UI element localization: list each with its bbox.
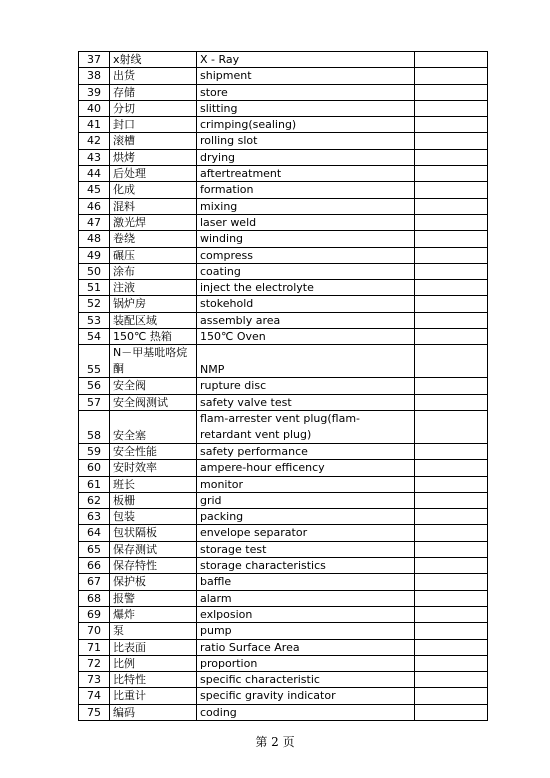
chinese-term: 激光焊 — [110, 214, 197, 230]
chinese-term: 150℃ 热箱 — [110, 329, 197, 345]
row-number: 52 — [79, 296, 110, 312]
chinese-term: N－甲基吡咯烷酮 — [110, 345, 197, 378]
blank-cell — [415, 476, 488, 492]
row-number: 37 — [79, 52, 110, 68]
english-term: rupture disc — [197, 378, 415, 394]
row-number: 51 — [79, 280, 110, 296]
blank-cell — [415, 296, 488, 312]
row-number: 55 — [79, 345, 110, 378]
row-number: 41 — [79, 117, 110, 133]
table-row — [79, 558, 488, 574]
table-row — [79, 133, 488, 149]
row-number: 38 — [79, 68, 110, 84]
chinese-term: 安全塞 — [110, 410, 197, 443]
page-number: 第 2 页 — [255, 735, 295, 749]
blank-cell — [415, 312, 488, 328]
row-number: 60 — [79, 460, 110, 476]
chinese-term: 班长 — [110, 476, 197, 492]
table-row — [79, 198, 488, 214]
blank-cell — [415, 639, 488, 655]
blank-cell — [415, 117, 488, 133]
chinese-term: 滚槽 — [110, 133, 197, 149]
chinese-term: 存储 — [110, 84, 197, 100]
blank-cell — [415, 410, 488, 443]
chinese-term: 卷绕 — [110, 231, 197, 247]
chinese-term: 封口 — [110, 117, 197, 133]
table-row — [79, 166, 488, 182]
english-term: safety performance — [197, 443, 415, 459]
row-number: 54 — [79, 329, 110, 345]
english-term: winding — [197, 231, 415, 247]
english-term: envelope separator — [197, 525, 415, 541]
table-row — [79, 541, 488, 557]
chinese-term: 爆炸 — [110, 606, 197, 622]
english-term: coding — [197, 704, 415, 720]
english-term: monitor — [197, 476, 415, 492]
blank-cell — [415, 84, 488, 100]
table-row — [79, 460, 488, 476]
row-number: 49 — [79, 247, 110, 263]
english-term: coating — [197, 263, 415, 279]
row-number: 39 — [79, 84, 110, 100]
chinese-term: 比例 — [110, 655, 197, 671]
blank-cell — [415, 182, 488, 198]
row-number: 46 — [79, 198, 110, 214]
row-number: 62 — [79, 492, 110, 508]
blank-cell — [415, 394, 488, 410]
english-term: shipment — [197, 68, 415, 84]
chinese-term: 注液 — [110, 280, 197, 296]
row-number: 73 — [79, 672, 110, 688]
table-row — [79, 296, 488, 312]
chinese-term: 比重计 — [110, 688, 197, 704]
blank-cell — [415, 492, 488, 508]
table-row — [79, 100, 488, 116]
blank-cell — [415, 68, 488, 84]
english-term: NMP — [197, 345, 415, 378]
row-number: 56 — [79, 378, 110, 394]
row-number: 45 — [79, 182, 110, 198]
table-row — [79, 606, 488, 622]
english-term: aftertreatment — [197, 166, 415, 182]
chinese-term: 包装 — [110, 509, 197, 525]
chinese-term: 比特性 — [110, 672, 197, 688]
table-row — [79, 574, 488, 590]
chinese-term: 后处理 — [110, 166, 197, 182]
row-number: 71 — [79, 639, 110, 655]
english-term: ratio Surface Area — [197, 639, 415, 655]
blank-cell — [415, 443, 488, 459]
row-number: 48 — [79, 231, 110, 247]
english-term: formation — [197, 182, 415, 198]
chinese-term: 安全性能 — [110, 443, 197, 459]
row-number: 43 — [79, 149, 110, 165]
row-number: 47 — [79, 214, 110, 230]
english-term: compress — [197, 247, 415, 263]
chinese-term: 安全阀测试 — [110, 394, 197, 410]
blank-cell — [415, 378, 488, 394]
english-term: drying — [197, 149, 415, 165]
blank-cell — [415, 574, 488, 590]
table-row — [79, 263, 488, 279]
table-row — [79, 492, 488, 508]
english-term: slitting — [197, 100, 415, 116]
blank-cell — [415, 558, 488, 574]
blank-cell — [415, 541, 488, 557]
chinese-term: 保护板 — [110, 574, 197, 590]
table-row — [79, 52, 488, 68]
table-row — [79, 672, 488, 688]
english-term: assembly area — [197, 312, 415, 328]
row-number: 66 — [79, 558, 110, 574]
table-row — [79, 378, 488, 394]
row-number: 58 — [79, 410, 110, 443]
blank-cell — [415, 655, 488, 671]
row-number: 59 — [79, 443, 110, 459]
english-term: specific gravity indicator — [197, 688, 415, 704]
chinese-term: 包状隔板 — [110, 525, 197, 541]
row-number: 67 — [79, 574, 110, 590]
table-row — [79, 149, 488, 165]
table-row — [79, 704, 488, 720]
row-number: 40 — [79, 100, 110, 116]
table-row — [79, 623, 488, 639]
row-number: 44 — [79, 166, 110, 182]
english-term: proportion — [197, 655, 415, 671]
table-row — [79, 639, 488, 655]
table-row — [79, 182, 488, 198]
blank-cell — [415, 623, 488, 639]
english-term: inject the electrolyte — [197, 280, 415, 296]
chinese-term: 保存测试 — [110, 541, 197, 557]
chinese-term: 安全阀 — [110, 378, 197, 394]
english-term: storage characteristics — [197, 558, 415, 574]
blank-cell — [415, 247, 488, 263]
english-term: store — [197, 84, 415, 100]
row-number: 69 — [79, 606, 110, 622]
blank-cell — [415, 149, 488, 165]
chinese-term: 混料 — [110, 198, 197, 214]
blank-cell — [415, 672, 488, 688]
blank-cell — [415, 231, 488, 247]
english-term: packing — [197, 509, 415, 525]
chinese-term: 化成 — [110, 182, 197, 198]
row-number: 57 — [79, 394, 110, 410]
blank-cell — [415, 100, 488, 116]
english-term: safety valve test — [197, 394, 415, 410]
english-term: baffle — [197, 574, 415, 590]
glossary-body — [79, 52, 488, 721]
blank-cell — [415, 606, 488, 622]
table-row — [79, 394, 488, 410]
table-row — [79, 247, 488, 263]
blank-cell — [415, 460, 488, 476]
english-term: alarm — [197, 590, 415, 606]
english-term: stokehold — [197, 296, 415, 312]
english-term: crimping(sealing) — [197, 117, 415, 133]
english-term: rolling slot — [197, 133, 415, 149]
chinese-term: 分切 — [110, 100, 197, 116]
blank-cell — [415, 166, 488, 182]
english-term: storage test — [197, 541, 415, 557]
blank-cell — [415, 590, 488, 606]
row-number: 68 — [79, 590, 110, 606]
table-row — [79, 688, 488, 704]
chinese-term: 保存特性 — [110, 558, 197, 574]
chinese-term: x射线 — [110, 52, 197, 68]
row-number: 53 — [79, 312, 110, 328]
blank-cell — [415, 345, 488, 378]
table-row — [79, 410, 488, 443]
row-number: 64 — [79, 525, 110, 541]
table-row — [79, 525, 488, 541]
blank-cell — [415, 280, 488, 296]
english-term: flam-arrester vent plug(flam-retardant vent plug) — [197, 410, 415, 443]
blank-cell — [415, 198, 488, 214]
chinese-term: 出货 — [110, 68, 197, 84]
english-term: mixing — [197, 198, 415, 214]
row-number: 42 — [79, 133, 110, 149]
chinese-term: 涂布 — [110, 263, 197, 279]
english-term: pump — [197, 623, 415, 639]
row-number: 61 — [79, 476, 110, 492]
table-row — [79, 655, 488, 671]
chinese-term: 装配区域 — [110, 312, 197, 328]
chinese-term: 泵 — [110, 623, 197, 639]
chinese-term: 碾压 — [110, 247, 197, 263]
table-row — [79, 345, 488, 378]
english-term: specific characteristic — [197, 672, 415, 688]
chinese-term: 安时效率 — [110, 460, 197, 476]
chinese-term: 板栅 — [110, 492, 197, 508]
english-term: 150℃ Oven — [197, 329, 415, 345]
table-row — [79, 214, 488, 230]
blank-cell — [415, 525, 488, 541]
blank-cell — [415, 704, 488, 720]
table-row — [79, 231, 488, 247]
table-row — [79, 590, 488, 606]
english-term: laser weld — [197, 214, 415, 230]
english-term: X - Ray — [197, 52, 415, 68]
row-number: 75 — [79, 704, 110, 720]
table-row — [79, 312, 488, 328]
blank-cell — [415, 52, 488, 68]
blank-cell — [415, 214, 488, 230]
english-term: exlposion — [197, 606, 415, 622]
chinese-term: 报警 — [110, 590, 197, 606]
row-number: 74 — [79, 688, 110, 704]
table-row — [79, 280, 488, 296]
english-term: grid — [197, 492, 415, 508]
table-row — [79, 443, 488, 459]
row-number: 63 — [79, 509, 110, 525]
glossary-table — [78, 51, 488, 721]
table-row — [79, 68, 488, 84]
chinese-term: 比表面 — [110, 639, 197, 655]
blank-cell — [415, 263, 488, 279]
table-row — [79, 329, 488, 345]
row-number: 65 — [79, 541, 110, 557]
english-term: ampere-hour efficency — [197, 460, 415, 476]
blank-cell — [415, 133, 488, 149]
chinese-term: 锅炉房 — [110, 296, 197, 312]
table-row — [79, 509, 488, 525]
row-number: 50 — [79, 263, 110, 279]
row-number: 70 — [79, 623, 110, 639]
row-number: 72 — [79, 655, 110, 671]
blank-cell — [415, 329, 488, 345]
chinese-term: 烘烤 — [110, 149, 197, 165]
blank-cell — [415, 688, 488, 704]
table-row — [79, 117, 488, 133]
chinese-term: 编码 — [110, 704, 197, 720]
table-row — [79, 84, 488, 100]
blank-cell — [415, 509, 488, 525]
table-row — [79, 476, 488, 492]
